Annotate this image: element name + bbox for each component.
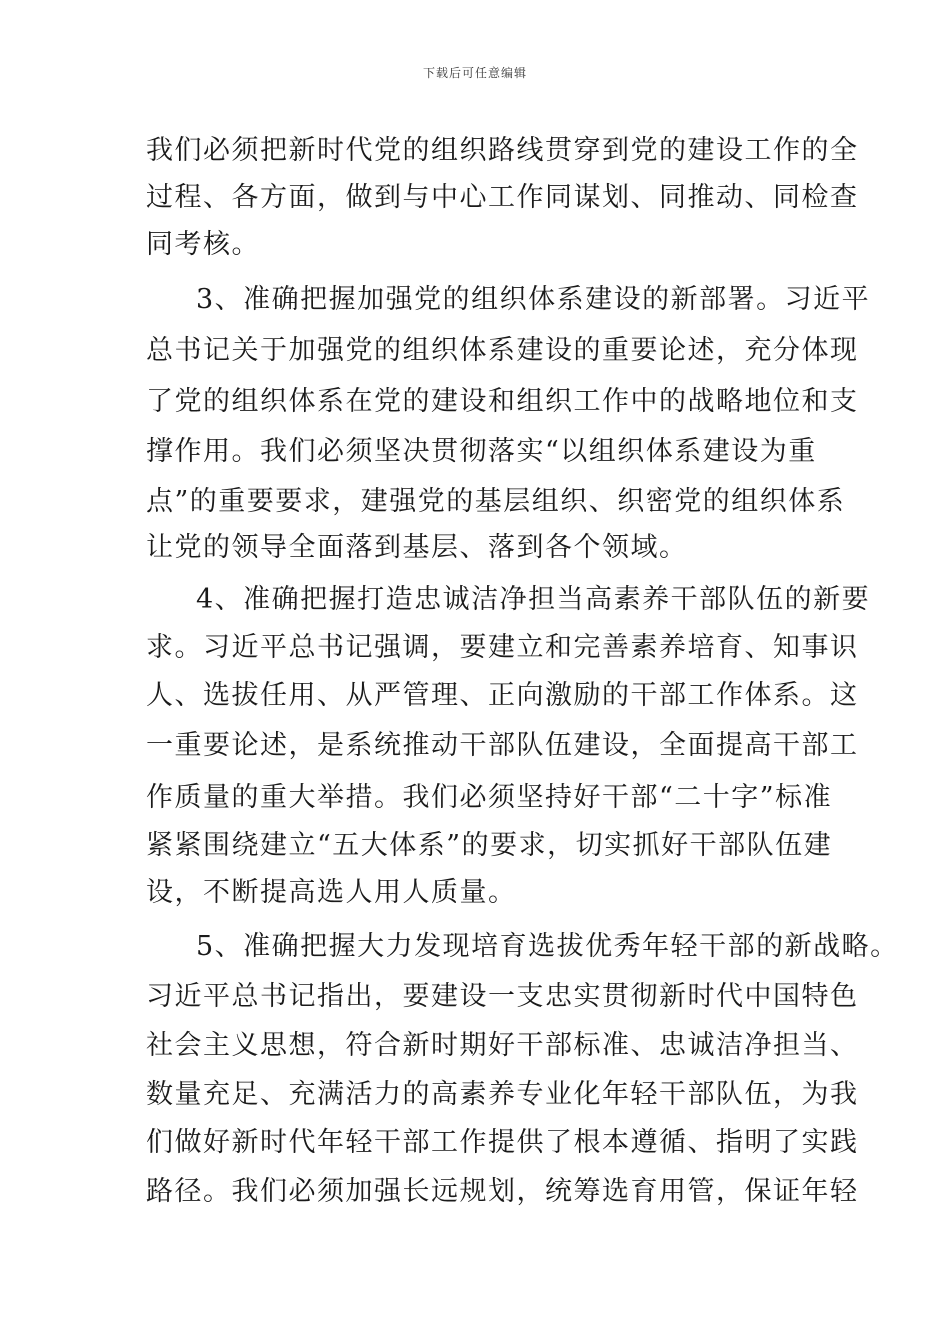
text-line: 撑作用。我们必须坚决贯彻落实“以组织体系建设为重 xyxy=(146,436,817,467)
paragraph-5-heading-line: 5、准确把握大力发现培育选拔优秀年轻干部的新战略。 xyxy=(196,931,899,962)
text-line: 总书记关于加强党的组织体系建设的重要论述，充分体现 xyxy=(146,335,859,366)
text-line: 紧紧围绕建立“五大体系”的要求，切实抓好干部队伍建 xyxy=(146,830,833,861)
text-line: 习近平总书记指出，要建设一支忠实贯彻新时代中国特色 xyxy=(146,981,859,1012)
text-line: 作质量的重大举措。我们必须坚持好干部“二十字”标准 xyxy=(146,782,833,813)
text-line: 了党的组织体系在党的建设和组织工作中的战略地位和支 xyxy=(146,386,859,417)
paragraph-3-heading-line: 3、准确把握加强党的组织体系建设的新部署。习近平 xyxy=(196,284,871,315)
text-line: 点”的重要要求，建强党的基层组织、织密党的组织体系 xyxy=(146,486,846,517)
text-line: 社会主义思想，符合新时期好干部标准、忠诚洁净担当、 xyxy=(146,1030,859,1061)
text-line: 设，不断提高选人用人质量。 xyxy=(146,877,517,908)
text-line: 让党的领导全面落到基层、落到各个领域。 xyxy=(146,532,688,563)
text-line: 人、选拔任用、从严管理、正向激励的干部工作体系。这 xyxy=(146,680,859,711)
text-line: 数量充足、充满活力的高素养专业化年轻干部队伍，为我 xyxy=(146,1079,859,1110)
text-line: 一重要论述，是系统推动干部队伍建设，全面提高干部工 xyxy=(146,730,859,761)
text-line: 我们必须把新时代党的组织路线贯穿到党的建设工作的全 xyxy=(146,135,859,166)
paragraph-4-heading-line: 4、准确把握打造忠诚洁净担当高素养干部队伍的新要 xyxy=(196,584,871,615)
text-line: 路径。我们必须加强长远规划，统筹选育用管，保证年轻 xyxy=(146,1176,859,1207)
text-line: 求。习近平总书记强调，要建立和完善素养培育、知事识 xyxy=(146,632,859,663)
text-line: 过程、各方面，做到与中心工作同谋划、同推动、同检查 xyxy=(146,182,859,213)
text-line: 同考核。 xyxy=(146,229,260,260)
page-header: 下载后可任意编辑 xyxy=(422,66,527,80)
text-line: 们做好新时代年轻干部工作提供了根本遵循、指明了实践 xyxy=(146,1127,859,1158)
